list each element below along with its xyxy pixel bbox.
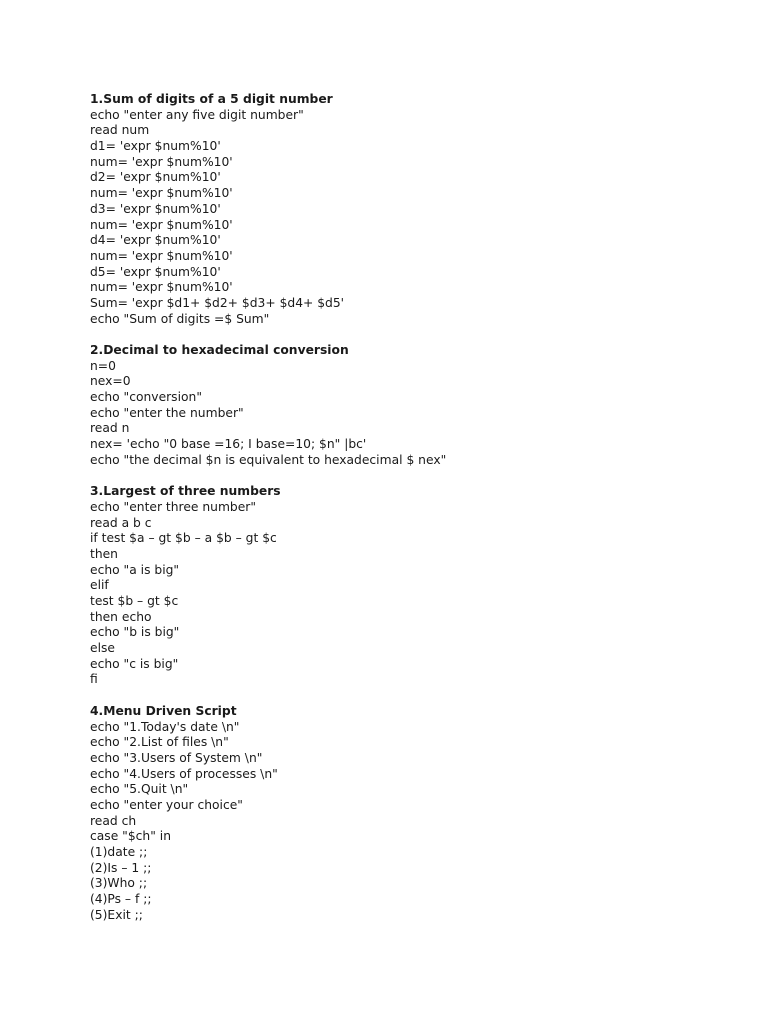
- code-line: echo "a is big": [90, 562, 180, 577]
- code-line: nex= 'echo "0 base =16; I base=10; $n" |bc': [90, 437, 367, 452]
- code-line: d3= 'expr $num%10': [90, 201, 221, 216]
- code-line: num= 'expr $num%10': [90, 217, 233, 232]
- code-line: read num: [90, 123, 150, 138]
- code-line: num= 'expr $num%10': [90, 186, 233, 201]
- code-line: test $b – gt $c: [90, 594, 179, 608]
- code-line: echo "enter the number": [90, 405, 244, 420]
- section-menu-driven-script: [90, 704, 730, 924]
- code-line: elif: [90, 578, 109, 593]
- code-line: echo "b is big": [90, 625, 180, 640]
- code-line: echo "c is big": [90, 656, 179, 671]
- code-line: if test $a – gt $b – a $b – gt $c: [90, 531, 277, 546]
- code-line: echo "1.Today's date \n": [90, 719, 240, 734]
- section-largest-of-three: [90, 484, 730, 688]
- code-line: else: [90, 641, 115, 656]
- code-line: read a b c: [90, 515, 152, 530]
- code-line: echo "Sum of digits =$ Sum": [90, 311, 270, 326]
- code-line: (1)date ;;: [90, 845, 148, 859]
- code-line: echo "enter any five digit number": [90, 107, 304, 122]
- code-line: (4)Ps – f ;;: [90, 892, 152, 907]
- code-line: echo "5.Quit \n": [90, 782, 189, 797]
- code-line: (3)Who ;;: [90, 876, 148, 891]
- code-line: d4= 'expr $num%10': [90, 233, 221, 248]
- section-heading: 1.Sum of digits of a 5 digit number: [90, 92, 333, 106]
- code-line: (2)Is – 1 ;;: [90, 860, 152, 875]
- document-page: [90, 92, 730, 939]
- code-line: (5)Exit ;;: [90, 907, 143, 922]
- code-line: echo "enter three number": [90, 499, 257, 514]
- code-line: echo "3.Users of System \n": [90, 750, 263, 765]
- section-heading: 4.Menu Driven Script: [90, 703, 237, 718]
- code-line: echo "enter your choice": [90, 797, 243, 812]
- section-decimal-to-hex: [90, 343, 730, 469]
- code-line: nex=0: [90, 374, 131, 389]
- code-line: then echo: [90, 609, 152, 624]
- section-heading: 2.Decimal to hexadecimal conversion: [90, 343, 349, 357]
- code-line: num= 'expr $num%10': [90, 154, 233, 169]
- code-line: echo "the decimal $n is equivalent to hexadecimal $ nex": [90, 452, 447, 467]
- code-line: case "$ch" in: [90, 829, 171, 844]
- code-line: num= 'expr $num%10': [90, 248, 233, 263]
- code-line: then: [90, 546, 118, 561]
- code-line: Sum= 'expr $d1+ $d2+ $d3+ $d4+ $d5': [90, 295, 345, 310]
- code-line: echo "2.List of files \n": [90, 735, 229, 750]
- code-line: d5= 'expr $num%10': [90, 264, 221, 279]
- code-line: n=0: [90, 358, 116, 373]
- code-line: echo "4.Users of processes \n": [90, 766, 278, 781]
- code-line: read ch: [90, 813, 137, 828]
- code-line: read n: [90, 421, 130, 436]
- code-line: fi: [90, 672, 98, 687]
- code-line: d1= 'expr $num%10': [90, 139, 221, 154]
- code-line: echo "conversion": [90, 390, 202, 405]
- code-line: d2= 'expr $num%10': [90, 170, 221, 185]
- code-line: num= 'expr $num%10': [90, 280, 233, 295]
- section-heading: 3.Largest of three numbers: [90, 484, 281, 499]
- section-sum-of-digits: [90, 92, 730, 327]
